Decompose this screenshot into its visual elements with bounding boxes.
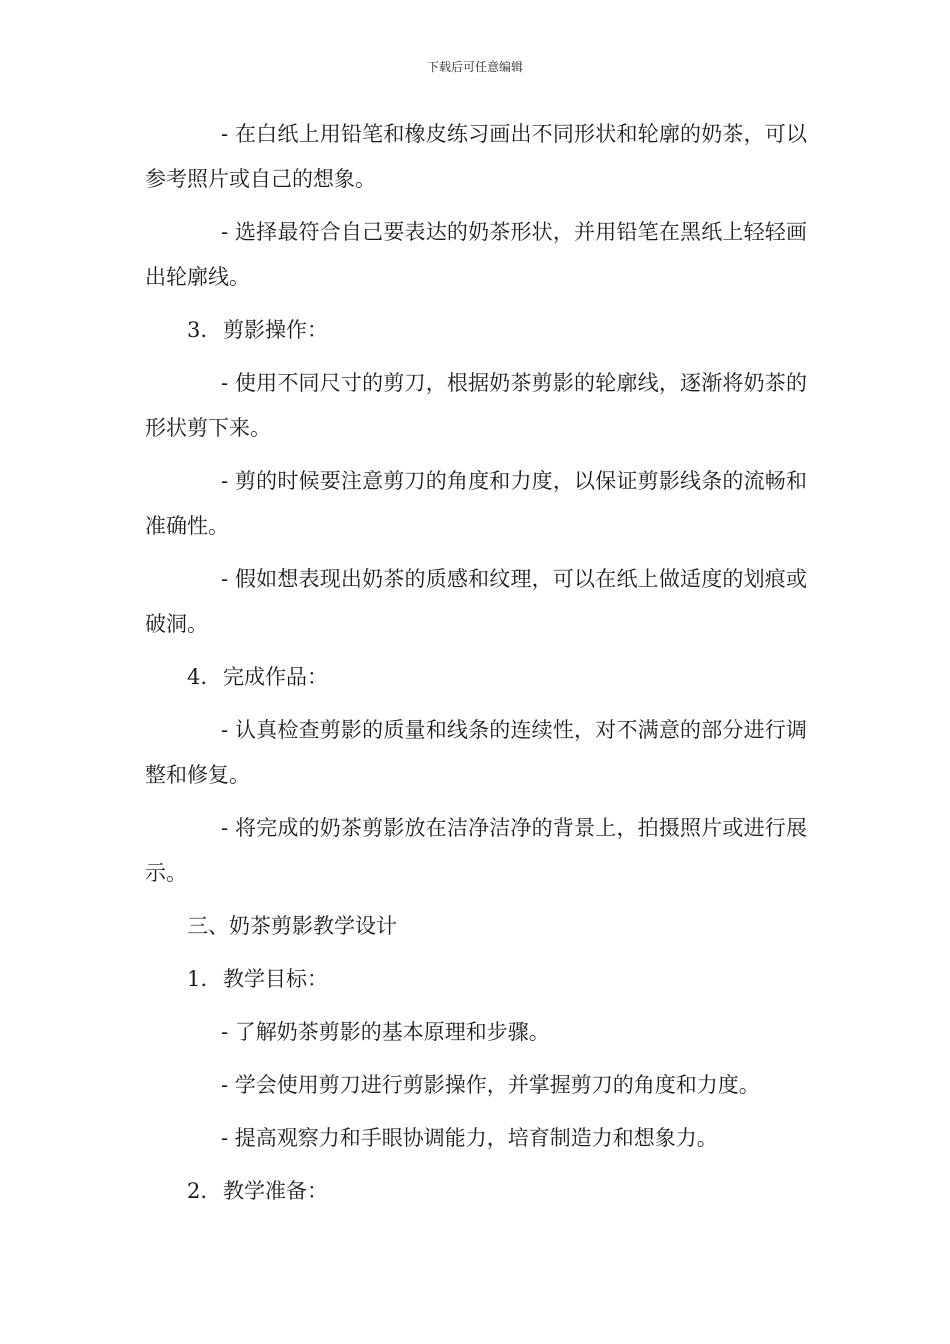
heading-number: 4.	[187, 665, 208, 689]
heading-text: 教学目标：	[223, 967, 328, 991]
section-heading: 三、奶茶剪影教学设计	[187, 914, 397, 938]
bullet-paragraph: - 假如想表现出奶茶的质感和纹理，可以在纸上做适度的划痕或破洞。	[145, 567, 807, 636]
bullet-paragraph: - 使用不同尺寸的剪刀，根据奶茶剪影的轮廓线，逐渐将奶茶的形状剪下来。	[145, 371, 807, 440]
bullet-paragraph: - 认真检查剪影的质量和线条的连续性，对不满意的部分进行调整和修复。	[145, 718, 807, 787]
heading-text: 完成作品：	[223, 665, 328, 689]
numbered-heading	[145, 655, 807, 700]
page-header: 下载后可任意编辑	[426, 60, 523, 74]
heading-number: 2.	[187, 1179, 208, 1203]
bullet-paragraph: - 了解奶茶剪影的基本原理和步骤。	[221, 1020, 550, 1044]
heading-text: 剪影操作：	[223, 318, 328, 342]
document-body	[145, 112, 807, 1222]
bullet-paragraph: - 在白纸上用铅笔和橡皮练习画出不同形状和轮廓的奶茶，可以参考照片或自己的想象。	[145, 122, 807, 191]
numbered-heading	[145, 308, 807, 353]
bullet-paragraph: - 选择最符合自己要表达的奶茶形状，并用铅笔在黑纸上轻轻画出轮廓线。	[145, 220, 807, 289]
bullet-paragraph: - 剪的时候要注意剪刀的角度和力度，以保证剪影线条的流畅和准确性。	[145, 469, 807, 538]
heading-number: 1.	[187, 967, 208, 991]
numbered-heading	[145, 957, 807, 1002]
bullet-paragraph: - 提高观察力和手眼协调能力，培育制造力和想象力。	[221, 1126, 718, 1150]
heading-text: 教学准备：	[223, 1179, 328, 1203]
bullet-paragraph: - 学会使用剪刀进行剪影操作，并掌握剪刀的角度和力度。	[221, 1073, 760, 1097]
numbered-heading	[145, 1169, 807, 1214]
heading-number: 3.	[187, 318, 208, 342]
bullet-paragraph: - 将完成的奶茶剪影放在洁净洁净的背景上，拍摄照片或进行展示。	[145, 816, 807, 885]
